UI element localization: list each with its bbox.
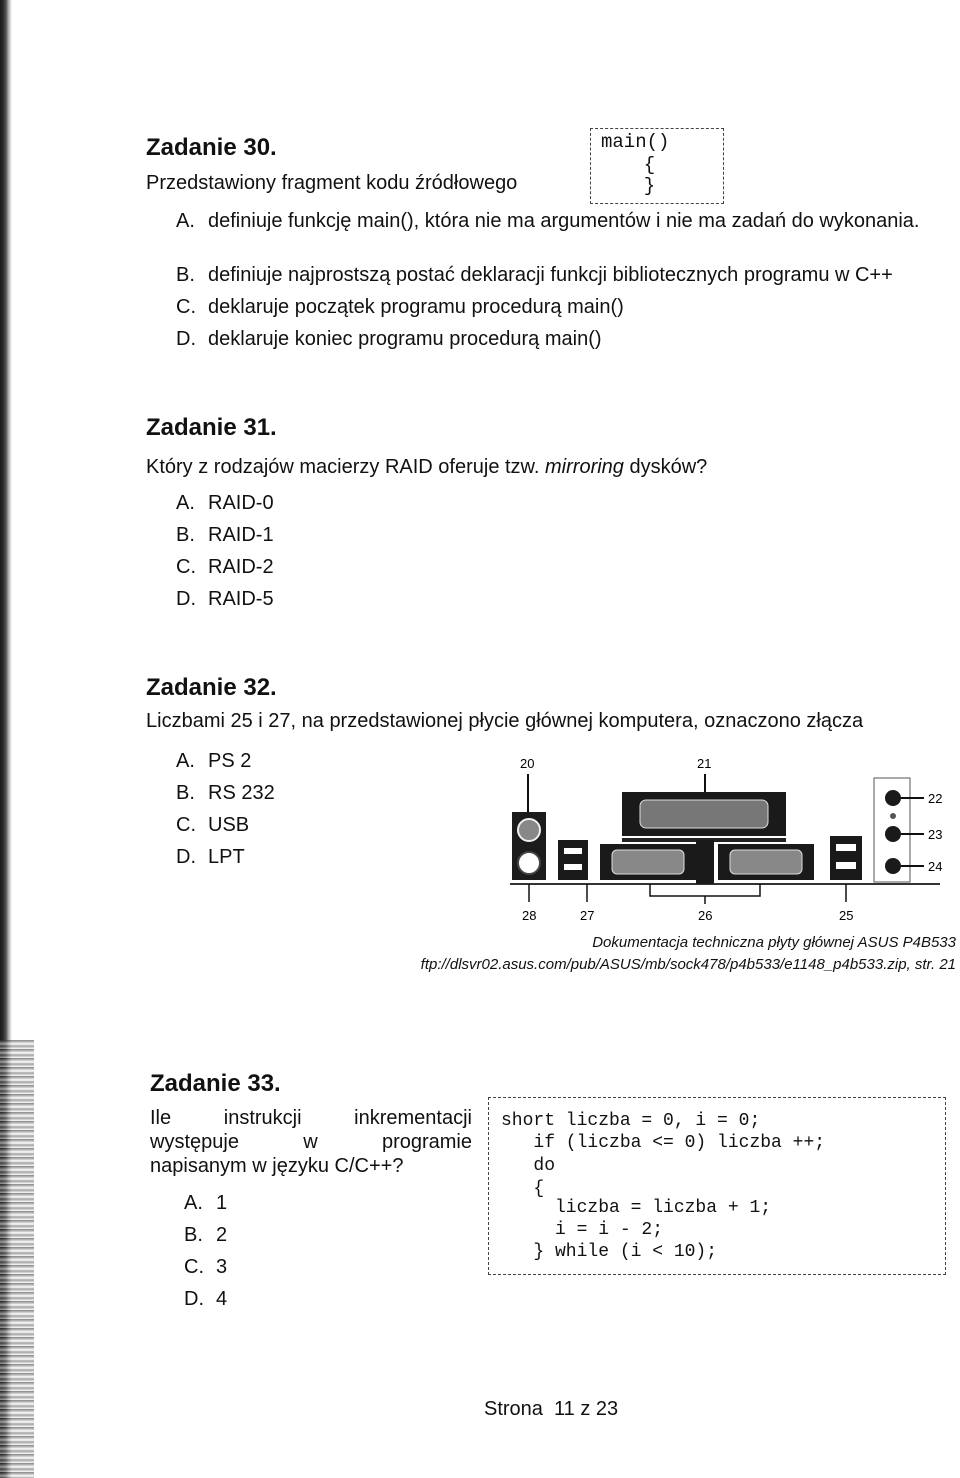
task30-code-line-2: { <box>621 154 656 176</box>
task33-code-line-3: do <box>501 1156 556 1176</box>
serial-port-1-socket <box>612 850 684 874</box>
task33-code-line-5: liczba = liczba + 1; <box>501 1198 772 1218</box>
label-26: 26 <box>698 908 713 923</box>
label-23: 23 <box>928 827 943 842</box>
task30-option-b <box>176 264 893 287</box>
option-letter: C. <box>184 1256 204 1278</box>
task32-title: Zadanie 32. <box>146 674 277 701</box>
task33-option-d <box>184 1288 227 1311</box>
audio-jack-23 <box>885 826 901 842</box>
option-letter: D. <box>176 588 196 610</box>
motherboard-backpanel-diagram <box>500 748 950 930</box>
option-letter: C. <box>176 556 196 578</box>
task32-source-line1: Dokumentacja techniczna płyty głównej ASUS P4B533 <box>592 934 956 951</box>
option-text: 3 <box>216 1256 228 1278</box>
usb-port-top <box>564 848 582 854</box>
audio-jack-22 <box>885 790 901 806</box>
task31-question-post: dysków? <box>623 456 708 478</box>
task33-question-line-3: napisanym w języku C/C++? <box>150 1155 404 1177</box>
task33-option-b <box>184 1224 227 1247</box>
option-letter: B. <box>176 264 195 286</box>
task33-code-line-2: if (liczba <= 0) liczba ++; <box>501 1133 826 1153</box>
task30-title: Zadanie 30. <box>146 134 277 161</box>
option-text: RAID-1 <box>208 524 274 546</box>
option-text: deklaruje koniec programu procedurą main() <box>208 328 602 350</box>
option-text: RS 232 <box>208 782 275 804</box>
option-text: 2 <box>216 1224 228 1246</box>
task31-option-c <box>176 556 274 579</box>
label-25: 25 <box>839 908 854 923</box>
label-21: 21 <box>697 756 712 771</box>
parallel-port-socket <box>640 800 768 828</box>
usb-port-stack-right <box>830 836 862 880</box>
option-text: RAID-2 <box>208 556 274 578</box>
option-text: definiuje funkcję main(), która nie ma argumentów i nie ma zadań do wykonania. <box>208 210 920 232</box>
task33-option-a <box>184 1192 227 1215</box>
usb-port-stack <box>558 840 588 880</box>
label-20: 20 <box>520 756 535 771</box>
option-text: deklaruje początek programu procedurą main() <box>208 296 624 318</box>
task33-code-line-7: } while (i < 10); <box>501 1242 718 1262</box>
option-text: PS 2 <box>208 750 252 772</box>
audio-led <box>890 813 896 819</box>
option-letter: A. <box>176 750 195 772</box>
option-letter: B. <box>176 782 195 804</box>
option-text: LPT <box>208 846 245 868</box>
task33-question-line-1: Ile instrukcji inkrementacji <box>150 1107 472 1129</box>
task33-question-line-2: występuje w programie <box>150 1131 472 1153</box>
usb-port-right-top <box>836 844 856 851</box>
task30-option-d <box>176 328 602 351</box>
task33-code-line-6: i = i - 2; <box>501 1220 664 1240</box>
option-letter: D. <box>184 1288 204 1310</box>
option-text: 1 <box>216 1192 228 1214</box>
task30-code-box <box>590 128 724 204</box>
option-letter: B. <box>176 524 195 546</box>
task33-code-box <box>488 1097 946 1275</box>
option-letter: B. <box>184 1224 203 1246</box>
task33-code-line-4: { <box>501 1179 545 1199</box>
bracket-26 <box>650 884 760 896</box>
task32-option-c <box>176 814 249 837</box>
option-letter: D. <box>176 846 196 868</box>
label-28: 28 <box>522 908 537 923</box>
option-letter: A. <box>176 210 195 232</box>
task31-question-pre: Który z rodzajów macierzy RAID oferuje tzw. <box>146 456 546 478</box>
label-22: 22 <box>928 791 943 806</box>
option-text: USB <box>208 814 250 836</box>
task30-code-line-1: main() <box>601 131 670 153</box>
task33-title: Zadanie 33. <box>150 1070 281 1097</box>
option-letter: C. <box>176 296 196 318</box>
usb-port-bottom <box>564 864 582 870</box>
task32-option-d <box>176 846 245 869</box>
option-letter: C. <box>176 814 196 836</box>
task30-option-c <box>176 296 624 319</box>
task30-option-a <box>176 208 956 234</box>
task33-code-line-1: short liczba = 0, i = 0; <box>501 1111 761 1131</box>
bracket-stem <box>696 840 714 884</box>
option-text: 4 <box>216 1288 228 1310</box>
page-footer: Strona 11 z 23 <box>484 1398 619 1420</box>
option-text: RAID-0 <box>208 492 274 514</box>
task32-option-a <box>176 750 251 773</box>
usb-port-right-bottom <box>836 862 856 869</box>
label-24: 24 <box>928 859 943 874</box>
label-27: 27 <box>580 908 595 923</box>
option-text: RAID-5 <box>208 588 274 610</box>
audio-jack-24 <box>885 858 901 874</box>
task31-option-d <box>176 588 274 611</box>
task33-option-c <box>184 1256 227 1279</box>
task30-code-line-3: } <box>621 175 656 197</box>
task32-option-b <box>176 782 275 805</box>
task32-question: Liczbami 25 i 27, na przedstawionej płycie głównej komputera, oznaczono złącza <box>146 710 864 732</box>
task30-question: Przedstawiony fragment kodu źródłowego <box>146 172 518 194</box>
option-letter: D. <box>176 328 196 350</box>
task31-question <box>146 456 707 479</box>
ps2-port-top <box>518 819 540 841</box>
task31-option-a <box>176 492 274 515</box>
task31-title: Zadanie 31. <box>146 414 277 441</box>
task31-option-b <box>176 524 274 547</box>
option-text: definiuje najprostszą postać deklaracji funkcji bibliotecznych programu w C++ <box>208 264 893 286</box>
scan-edge-noise <box>0 1040 34 1478</box>
option-letter: A. <box>176 492 195 514</box>
task31-question-em: mirroring <box>545 456 624 478</box>
option-letter: A. <box>184 1192 203 1214</box>
task32-source-line2: ftp://dlsvr02.asus.com/pub/ASUS/mb/sock478/p4b533/e1148_p4b533.zip, str. 21 <box>420 956 956 973</box>
serial-port-2-socket <box>730 850 802 874</box>
ps2-port-bottom <box>518 852 540 874</box>
